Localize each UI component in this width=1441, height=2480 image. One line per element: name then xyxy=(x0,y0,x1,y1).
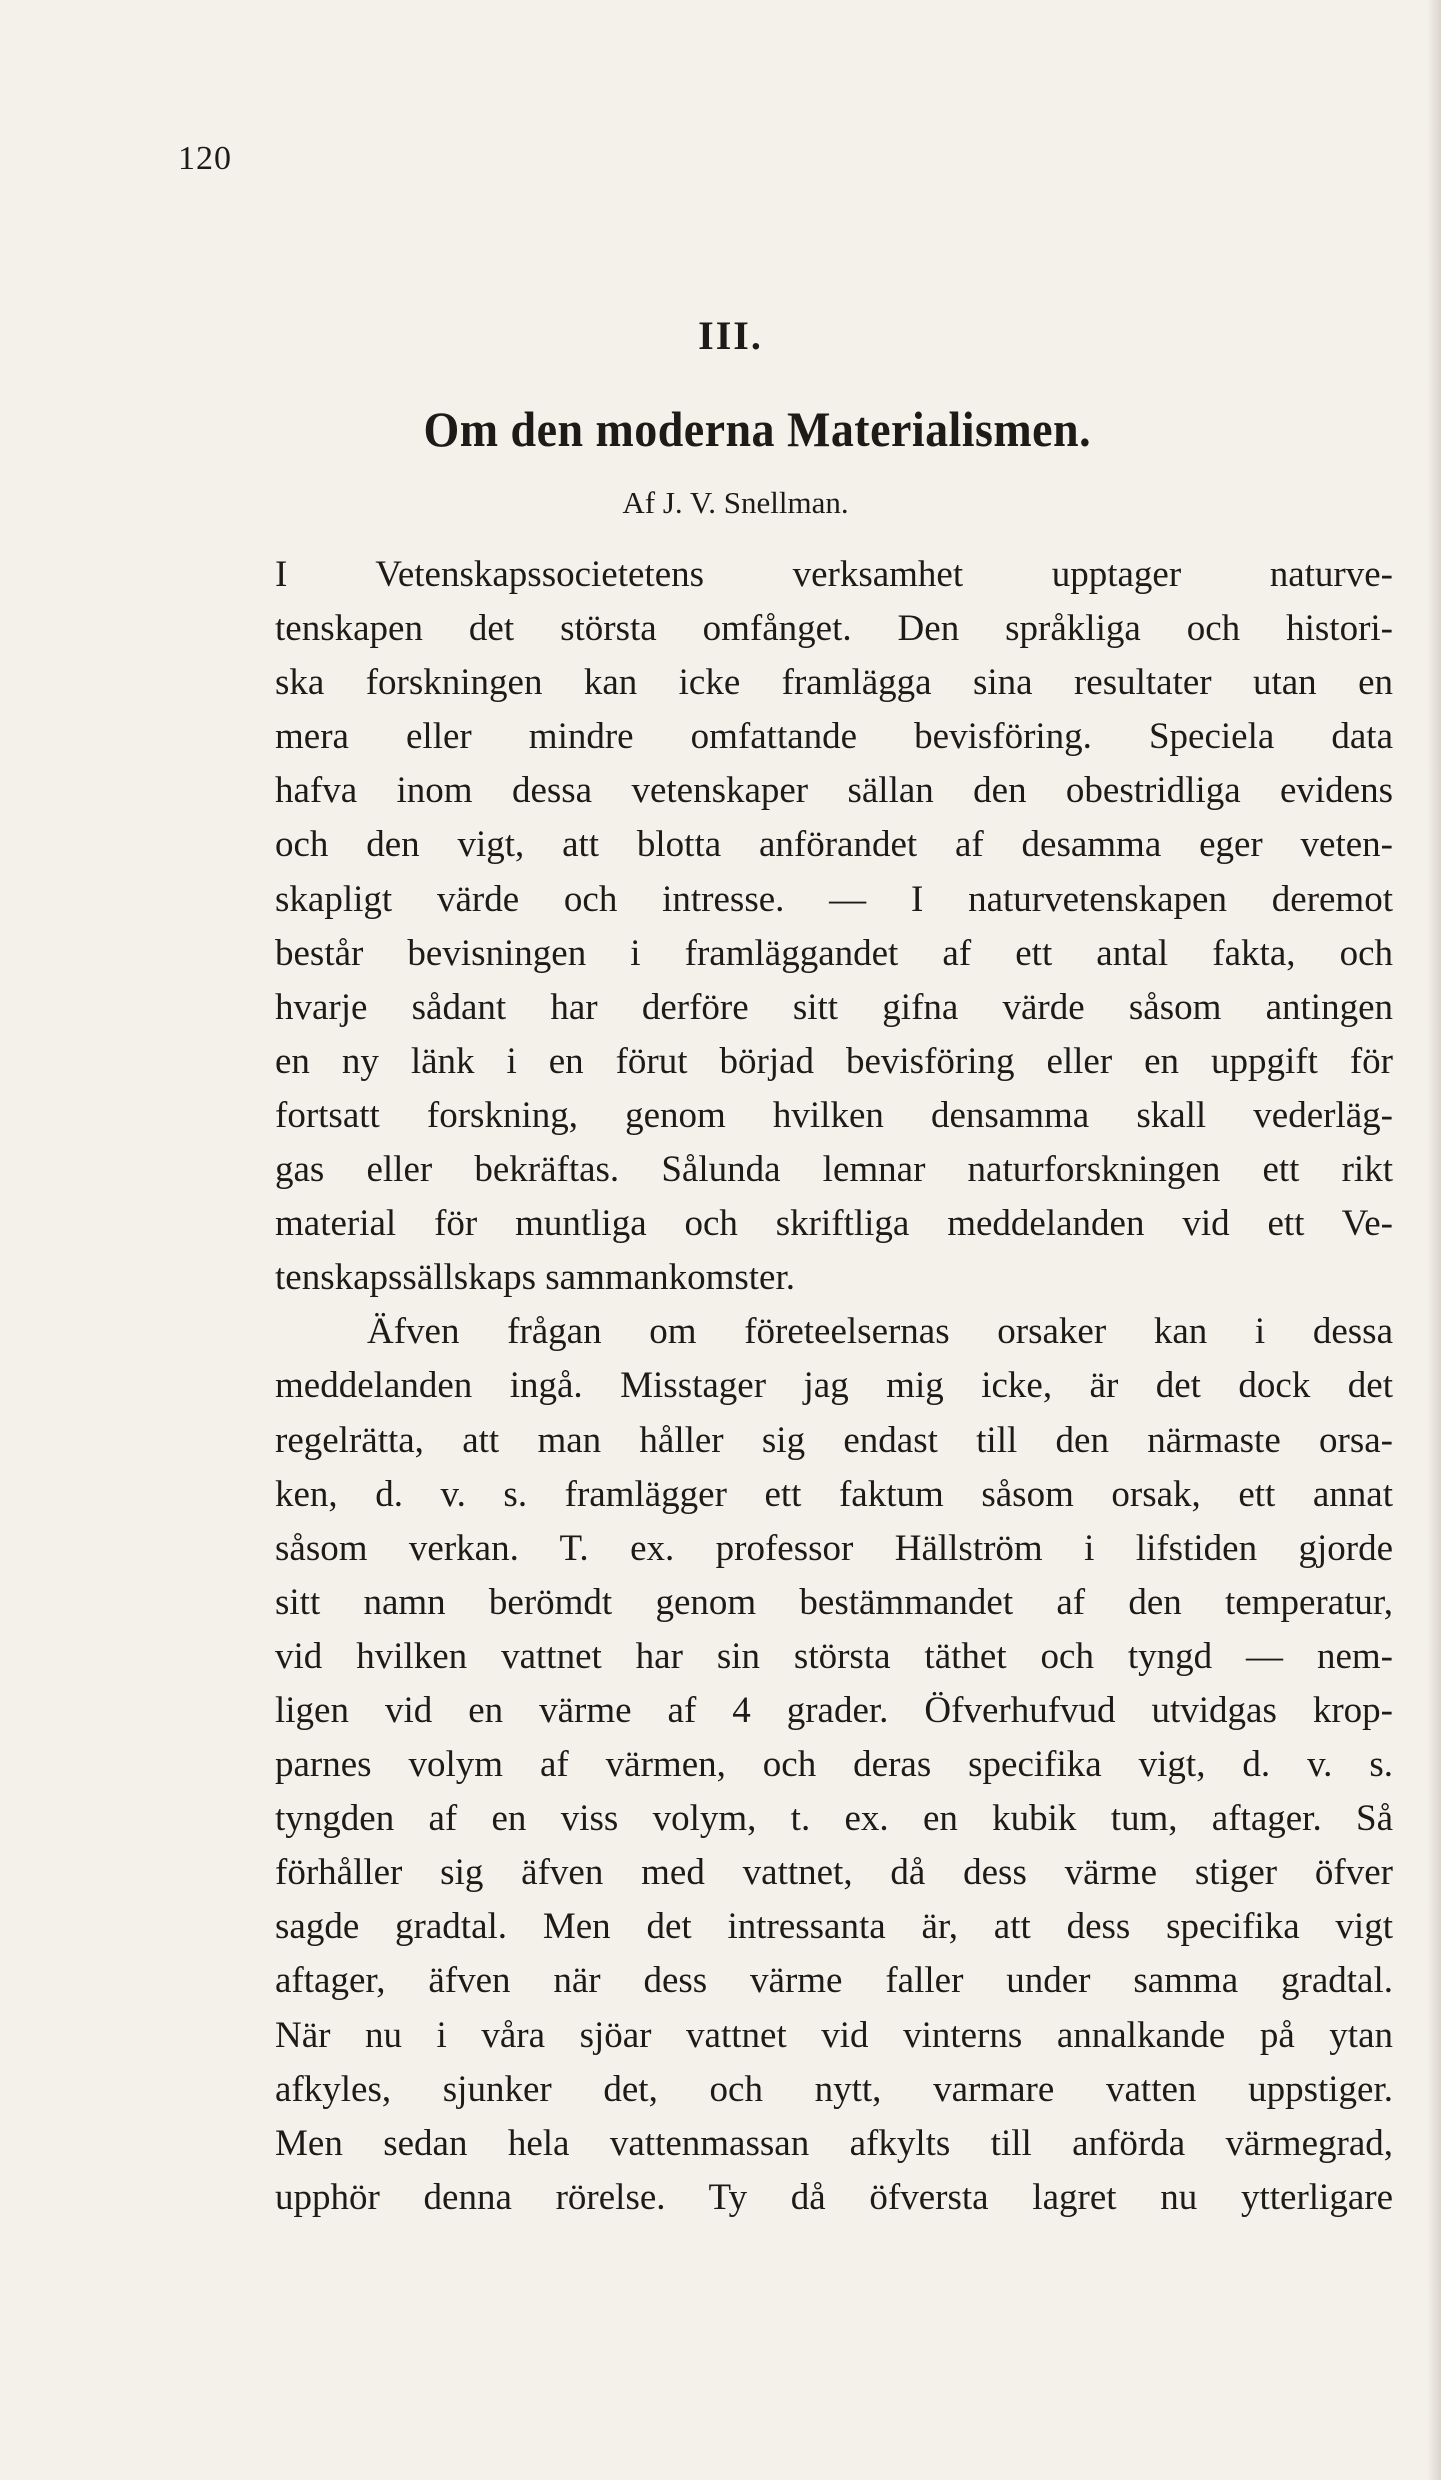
text-line: Äfven frågan om företeelsernas orsaker kan i dessa xyxy=(367,1311,1393,1353)
text-line: såsom verkan. T. ex. professor Hällström i lifstiden gjorde xyxy=(275,1527,1393,1569)
text-line: och den vigt, att blotta anförandet af desamma eger veten- xyxy=(275,824,1393,866)
text-line: mera eller mindre omfattande bevisföring. Speciela data xyxy=(275,716,1393,758)
text-line: vid hvilken vattnet har sin största täthet och tyngd — nem- xyxy=(275,1635,1393,1677)
text-line: material för muntliga och skriftliga meddelanden vid ett Ve- xyxy=(275,1203,1393,1245)
page-number: 120 xyxy=(178,140,232,177)
text-line: en ny länk i en förut börjad bevisföring eller en uppgift för xyxy=(275,1040,1393,1082)
section-number: III. xyxy=(698,313,763,358)
text-line: upphör denna rörelse. Ty då öfversta lagret nu ytterligare xyxy=(275,2176,1393,2218)
text-line: fortsatt forskning, genom hvilken densamma skall vederläg- xyxy=(275,1094,1393,1136)
text-line: sitt namn berömdt genom bestämmandet af den temperatur, xyxy=(275,1581,1393,1623)
text-line: regelrätta, att man håller sig endast till den närmaste orsa- xyxy=(275,1419,1393,1461)
text-line: I Vetenskapssocietetens verksamhet upptager naturve- xyxy=(275,554,1393,595)
article-title: Om den moderna Materialismen. xyxy=(423,401,1092,457)
text-line: tenskapen det största omfånget. Den språkliga och histori- xyxy=(275,608,1393,650)
text-line: består bevisningen i framläggandet af ett antal fakta, och xyxy=(275,932,1393,974)
text-line: afkyles, sjunker det, och nytt, varmare vatten uppstiger. xyxy=(275,2068,1393,2110)
text-line: tenskapssällskaps sammankomster. xyxy=(275,1257,795,1299)
text-line: ligen vid en värme af 4 grader. Öfverhufvud utvidgas krop- xyxy=(275,1689,1393,1731)
text-line: hvarje sådant har derföre sitt gifna värde såsom antingen xyxy=(275,986,1393,1028)
text-line: aftager, äfven när dess värme faller under samma gradtal. xyxy=(275,1960,1393,2002)
text-line: Men sedan hela vattenmassan afkylts till anförda värmegrad, xyxy=(275,2122,1393,2164)
text-line: hafva inom dessa vetenskaper sällan den obestridliga evidens xyxy=(275,770,1393,812)
text-line: sagde gradtal. Men det intressanta är, att dess specifika vigt xyxy=(275,1906,1393,1948)
text-line: När nu i våra sjöar vattnet vid vinterns annalkande på ytan xyxy=(275,2014,1393,2056)
text-line: tyngden af en viss volym, t. ex. en kubik tum, aftager. Så xyxy=(275,1798,1393,1840)
text-line: ken, d. v. s. framlägger ett faktum såsom orsak, ett annat xyxy=(275,1473,1393,1515)
text-line: gas eller bekräftas. Sålunda lemnar naturforskningen ett rikt xyxy=(275,1149,1393,1191)
body-text xyxy=(275,548,1393,2225)
text-line: meddelanden ingå. Misstager jag mig icke, är det dock det xyxy=(275,1365,1393,1407)
text-line: ska forskningen kan icke framlägga sina resultater utan en xyxy=(275,662,1393,704)
author-line: Af J. V. Snellman. xyxy=(622,485,849,520)
page-edge-shadow xyxy=(1427,0,1441,2480)
text-line: skapligt värde och intresse. — I naturvetenskapen deremot xyxy=(275,878,1393,920)
text-line: förhåller sig äfven med vattnet, då dess värme stiger öfver xyxy=(275,1852,1393,1894)
text-line: parnes volym af värmen, och deras specifika vigt, d. v. s. xyxy=(275,1744,1393,1786)
